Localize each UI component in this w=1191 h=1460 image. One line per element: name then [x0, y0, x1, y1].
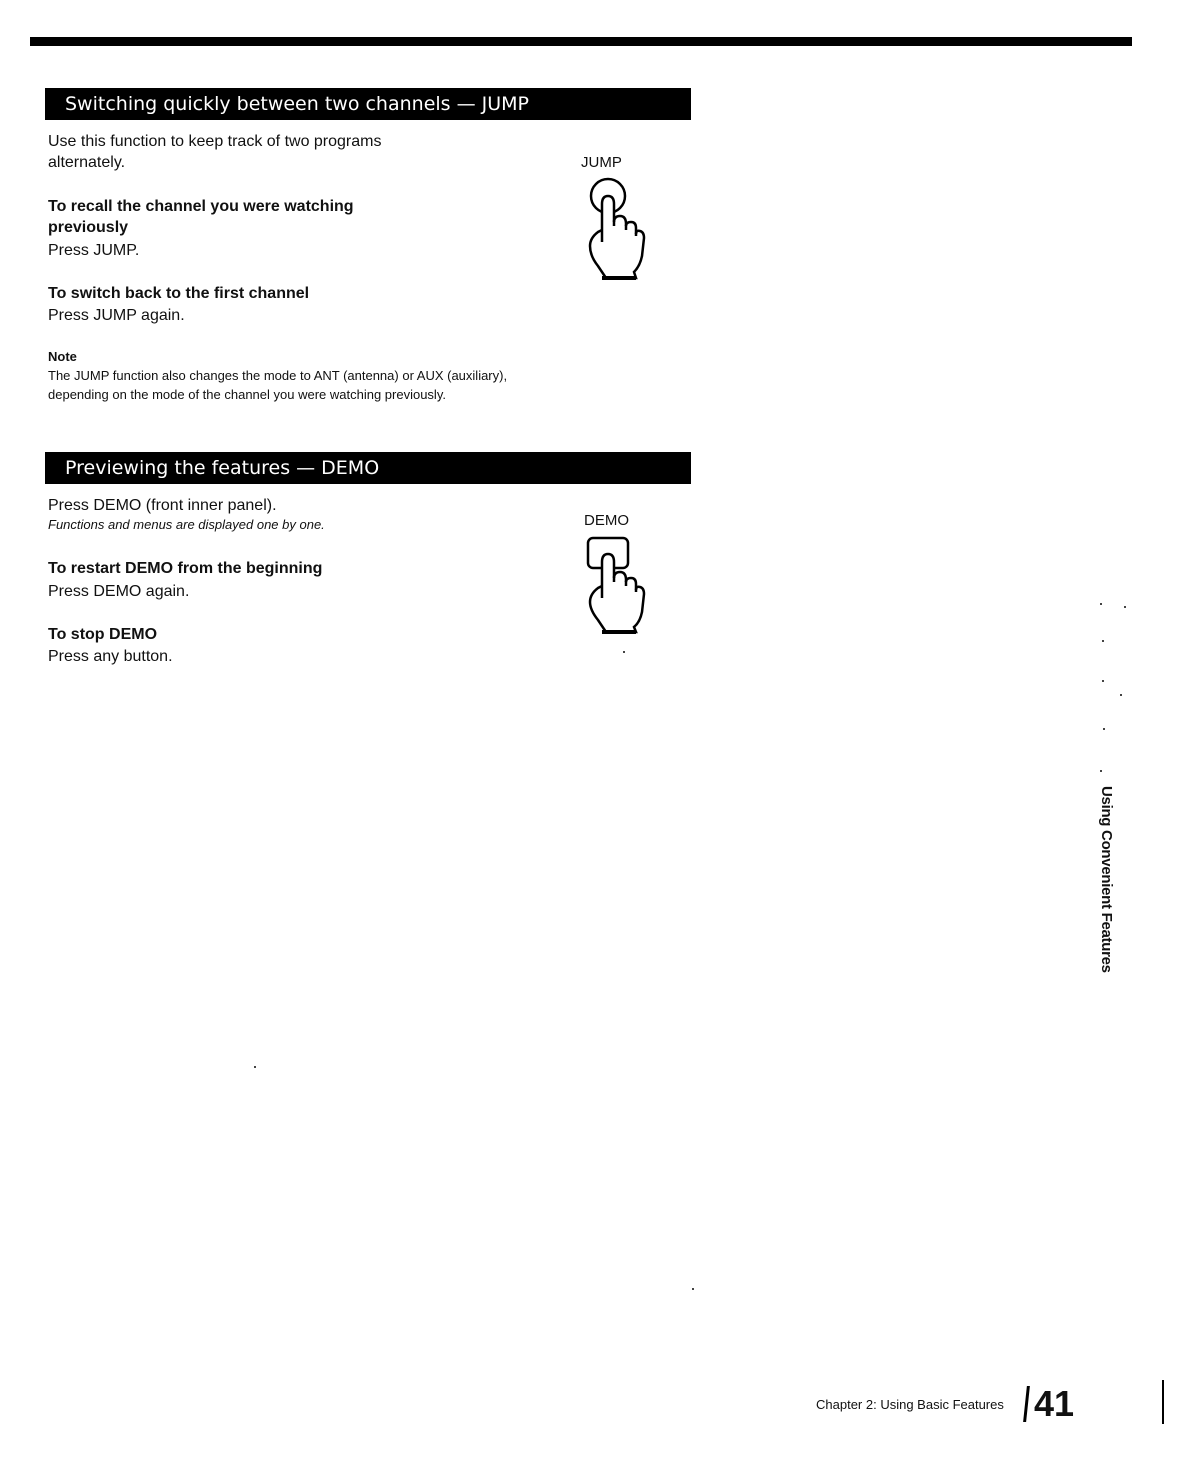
note-line2: depending on the mode of the channel you were watching previously. [48, 387, 446, 402]
stop-heading: To stop DEMO [48, 626, 158, 643]
scan-speck [1124, 606, 1126, 608]
recall-heading-line1: To recall the channel you were watching [48, 198, 354, 215]
round-button-press-icon [578, 174, 648, 284]
scan-speck [1100, 603, 1102, 605]
scan-speck [1103, 728, 1105, 730]
restart-heading: To restart DEMO from the beginning [48, 560, 323, 577]
stop-text: Press any button. [48, 648, 173, 665]
demo-section-heading: Previewing the features — DEMO [45, 452, 691, 484]
footer-divider [1023, 1386, 1030, 1422]
demo-italic-text: Functions and menus are displayed one by one. [48, 517, 325, 532]
jump-intro-line1: Use this function to keep track of two programs [48, 133, 382, 150]
demo-button-label: DEMO [584, 512, 629, 529]
page-edge-line [1162, 1380, 1164, 1424]
restart-text: Press DEMO again. [48, 583, 190, 600]
jump-section-heading: Switching quickly between two channels — JUMP [45, 88, 691, 120]
jump-button-label: JUMP [581, 154, 622, 171]
scan-speck [623, 651, 625, 653]
scan-speck [1120, 694, 1122, 696]
recall-heading-line2: previously [48, 219, 129, 236]
scan-speck [254, 1066, 256, 1068]
scan-speck [1102, 680, 1104, 682]
switch-heading: To switch back to the first channel [48, 285, 310, 302]
jump-intro-line2: alternately. [48, 154, 126, 171]
footer-chapter: Chapter 2: Using Basic Features [816, 1397, 1004, 1412]
square-button-press-icon [578, 532, 648, 637]
note-line1: The JUMP function also changes the mode to ANT (antenna) or AUX (auxiliary), [48, 368, 508, 383]
side-tab-label: Using Convenient Features [1098, 786, 1115, 973]
scan-speck [1100, 770, 1102, 772]
recall-text: Press JUMP. [48, 242, 140, 259]
switch-text: Press JUMP again. [48, 307, 185, 324]
scan-speck [1102, 640, 1104, 642]
note-heading: Note [48, 349, 77, 364]
scan-speck [692, 1288, 694, 1290]
top-rule [30, 37, 1132, 46]
demo-press-text: Press DEMO (front inner panel). [48, 497, 277, 514]
page-number: 41 [1034, 1383, 1075, 1424]
